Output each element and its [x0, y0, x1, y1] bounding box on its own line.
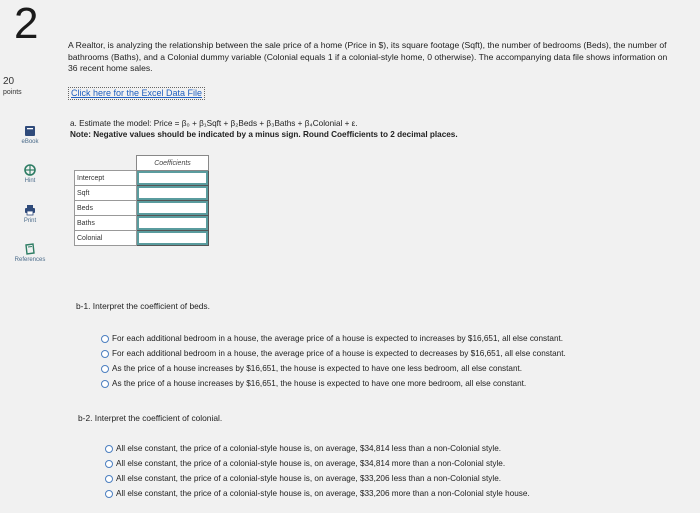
b2-option-1[interactable]: All else constant, the price of a colonial-style house is, on average, $34,814 less than a non-Colonial style. — [105, 441, 530, 456]
radio-icon[interactable] — [101, 365, 109, 373]
radio-icon[interactable] — [105, 475, 113, 483]
radio-icon[interactable] — [101, 380, 109, 388]
b1-option-2[interactable]: For each additional bedroom in a house, the average price of a house is expected to decreases by $16,651, all else constant. — [101, 346, 566, 361]
problem-intro: A Realtor, is analyzing the relationship between the sale price of a home (Price in $), its square footage (Sqft), the number of bedrooms (Beds), the number of bathrooms (Baths), and a Colonial dummy variable (Colonial equals 1 if a colonial-style home, 0 otherwise). The accompanying data file shows information on 36 recent home sales. — [68, 40, 668, 73]
print-button[interactable] — [10, 204, 50, 224]
b1-prompt: b-1. Interpret the coefficient of beds. — [76, 301, 210, 311]
radio-icon[interactable] — [105, 460, 113, 468]
b2-prompt: b-2. Interpret the coefficient of colonial. — [78, 413, 223, 423]
question-number: 2 — [14, 0, 39, 48]
row-label-colonial: Colonial — [75, 231, 137, 246]
b1-option-3[interactable]: As the price of a house increases by $16,651, the house is expected to have one less bedroom, all else constant. — [101, 361, 566, 376]
colonial-input[interactable] — [137, 231, 208, 245]
row-label-sqft: Sqft — [75, 186, 137, 201]
points-value: 20 — [3, 76, 15, 87]
ebook-label: eBook — [21, 139, 39, 145]
table-row — [75, 171, 209, 186]
print-icon — [24, 204, 36, 216]
hint-label: Hint — [24, 178, 36, 184]
row-label-baths: Baths — [75, 216, 137, 231]
points-box — [3, 76, 22, 98]
print-label: Print — [23, 218, 37, 224]
b1-options — [101, 331, 566, 391]
part-a-note: Note: Negative values should be indicated by a minus sign. Round Coefficients to 2 decimal places. — [70, 130, 458, 139]
part-a-prompt: a. Estimate the model: Price = β₀ + β₁Sqft + β₂Beds + β₃Baths + β₄Colonial + ε. — [70, 119, 358, 128]
radio-icon[interactable] — [101, 350, 109, 358]
intercept-input[interactable] — [137, 171, 208, 185]
b1-option-4[interactable]: As the price of a house increases by $16,651, the house is expected to have one more bedroom, all else constant. — [101, 376, 566, 391]
b2-option-3[interactable]: All else constant, the price of a colonial-style house is, on average, $33,206 less than a non-Colonial style. — [105, 471, 530, 486]
b2-options — [105, 441, 530, 501]
ebook-button[interactable] — [10, 125, 50, 145]
b2-option-2[interactable]: All else constant, the price of a colonial-style house is, on average, $34,814 more than a non-Colonial style. — [105, 456, 530, 471]
baths-input[interactable] — [137, 216, 208, 230]
row-label-intercept: Intercept — [75, 171, 137, 186]
b1-option-1[interactable]: For each additional bedroom in a house, the average price of a house is expected to increases by $16,651, all else constant. — [101, 331, 566, 346]
b2-option-4[interactable]: All else constant, the price of a colonial-style house is, on average, $33,206 more than a non-Colonial style house. — [105, 486, 530, 501]
table-row — [75, 216, 209, 231]
ebook-icon — [24, 125, 36, 137]
references-label: References — [14, 257, 46, 263]
coefficients-header: Coefficients — [137, 156, 209, 171]
radio-icon[interactable] — [101, 335, 109, 343]
hint-icon — [24, 164, 36, 176]
hint-button[interactable] — [10, 164, 50, 184]
part-a-prompt-block — [70, 118, 670, 140]
radio-icon[interactable] — [105, 445, 113, 453]
beds-input[interactable] — [137, 201, 208, 215]
table-row — [75, 231, 209, 246]
references-icon — [24, 243, 36, 255]
sqft-input[interactable] — [137, 186, 208, 200]
table-row — [75, 201, 209, 216]
coefficient-table — [74, 155, 209, 246]
excel-data-link[interactable]: Click here for the Excel Data File — [68, 87, 205, 100]
references-button[interactable] — [8, 243, 52, 263]
row-label-beds: Beds — [75, 201, 137, 216]
table-row — [75, 186, 209, 201]
points-label: points — [3, 89, 22, 96]
radio-icon[interactable] — [105, 490, 113, 498]
